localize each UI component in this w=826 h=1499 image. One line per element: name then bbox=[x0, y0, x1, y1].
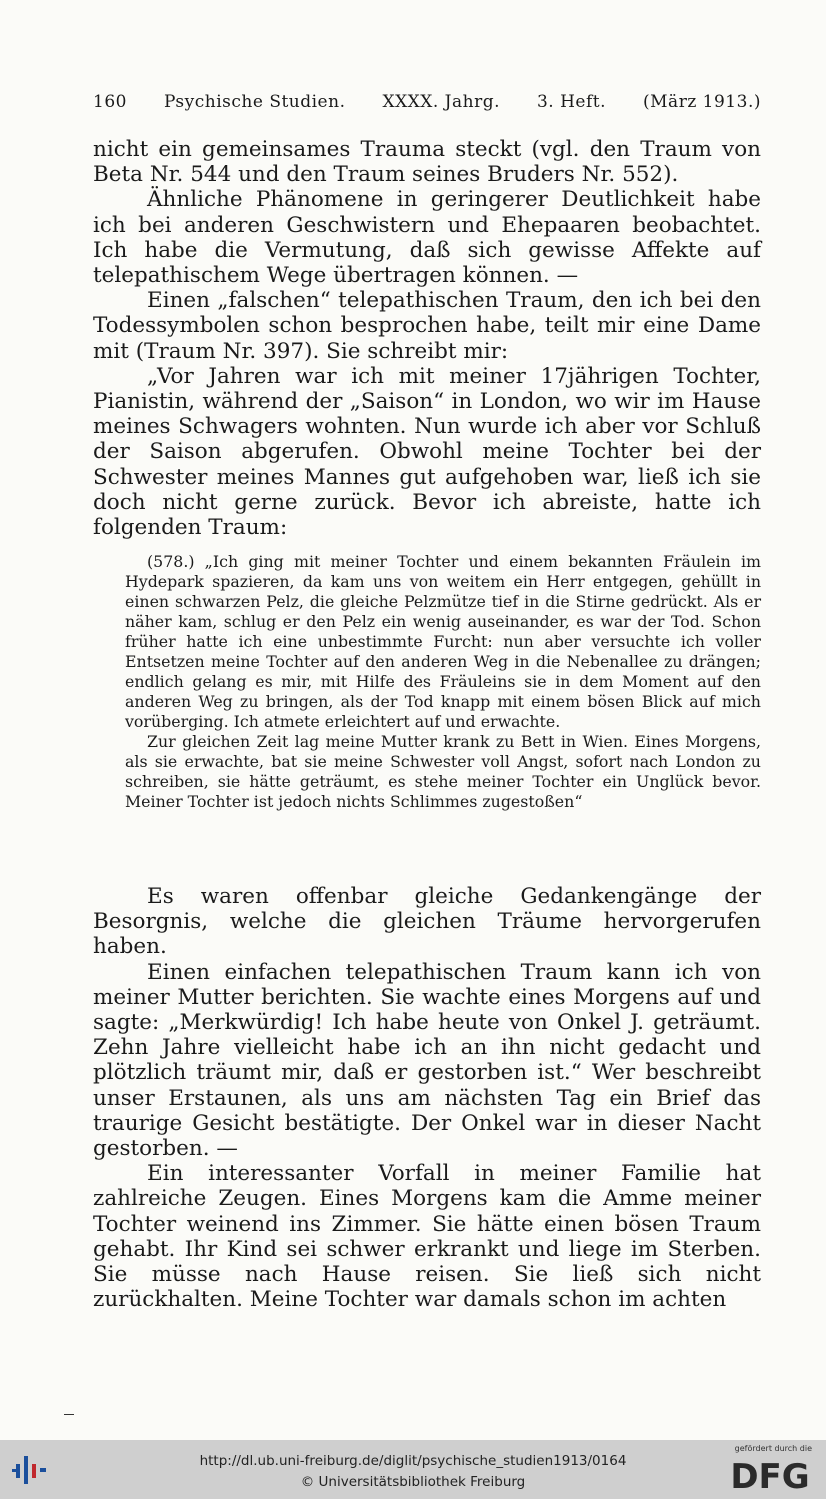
issue: 3. Heft. bbox=[536, 92, 607, 112]
paragraph: Einen „falschen“ telepathischen Traum, den ich bei den Todessymbolen schon besprochen habe, teilt mir eine Dame mit (Traum Nr. 397). Sie schreibt mir: bbox=[93, 288, 761, 364]
dream-quote bbox=[125, 552, 761, 812]
paragraph: Ein interessanter Vorfall in meiner Familie hat zahlreiche Zeugen. Eines Morgens kam die Amme meiner Tochter weinend ins Zimmer. Sie hätte einen bösen Traum gehabt. Ihr Kind sei schwer erkrankt und liege im Sterben. Sie müsse nach Hause reisen. Sie ließ sich nicht zurückhalten. Meine Tochter war damals schon im achten bbox=[93, 1161, 761, 1313]
quote-paragraph: Zur gleichen Zeit lag meine Mutter krank zu Bett in Wien. Eines Morgens, als sie erwachte, bat sie meine Schwester voll Angst, sofort nach London zu schreiben, sie hätte geträumt, es stehe meiner Tochter ein Unglück bevor. Meiner Tochter ist jedoch nichts Schlimmes zugestoßen“ bbox=[125, 732, 761, 811]
main-text-upper bbox=[93, 137, 761, 540]
footer-bar bbox=[0, 1440, 826, 1499]
page-header bbox=[93, 92, 761, 112]
dfg-logo-text: DFG bbox=[730, 1457, 810, 1494]
running-title: Psychische Studien. bbox=[163, 92, 346, 112]
main-text-lower bbox=[93, 884, 761, 1312]
paragraph: Einen einfachen telepathischen Traum kann ich von meiner Mutter berichten. Sie wachte eines Morgens auf und sagte: „Merkwürdig! Ich habe heute von Onkel J. geträumt. Zehn Jahre vielleicht habe ich an ihn nicht gedacht und plötzlich träumt mir, daß er gestorben ist.“ Wer beschreibt unser Erstaunen, als uns am nächsten Tag ein Brief das traurige Gesicht bestätigte. Der Onkel war in dieser Nacht gestorben. — bbox=[93, 959, 761, 1162]
volume: XXXX. Jahrg. bbox=[382, 92, 500, 112]
issue-date: (März 1913.) bbox=[643, 92, 761, 112]
paragraph: Ähnliche Phänomene in geringerer Deutlichkeit habe ich bei anderen Geschwistern und Ehepaaren beobachtet. Ich habe die Vermutung, daß sich gewisse Affekte auf telepathischem Wege übertragen können. — bbox=[93, 187, 761, 289]
funded-by-label: gefördert durch die bbox=[734, 1444, 812, 1453]
paragraph: nicht ein gemeinsames Trauma steckt (vgl. den Traum von Beta Nr. 544 und den Traum seines Bruders Nr. 552). bbox=[93, 137, 761, 188]
page-number: 160 bbox=[93, 92, 127, 112]
copyright-notice: © Universitätsbibliothek Freiburg bbox=[300, 1474, 526, 1490]
margin-mark bbox=[64, 1414, 74, 1415]
paragraph: Es waren offenbar gleiche Gedankengänge der Besorgnis, welche die gleichen Träume hervorgerufen haben. bbox=[93, 884, 761, 960]
dfg-logo-icon bbox=[726, 1454, 814, 1494]
paragraph: „Vor Jahren war ich mit meiner 17jährigen Tochter, Pianistin, während der „Saison“ in London, wo wir im Hause meines Schwagers wohnten. Nun wurde ich aber vor Schluß der Saison abgerufen. Obwohl meine Tochter bei der Schwester meines Mannes gut aufgehoben war, ließ ich sie doch nicht gerne zurück. Bevor ich abreiste, hatte ich folgenden Traum: bbox=[93, 363, 761, 541]
quote-paragraph: (578.) „Ich ging mit meiner Tochter und einem bekannten Fräulein im Hydepark spazieren, da kam uns von weitem ein Herr entgegen, gehüllt in einen schwarzen Pelz, die gleiche Pelzmütze tief in die Stirne gedrückt. Als er näher kam, schlug er den Pelz ein wenig auseinander, es war der Tod. Schon früher hatte ich eine unbestimmte Furcht: nun aber versuchte ich voller Entsetzen meine Tochter auf den anderen Weg in die Nebenallee zu drängen; endlich gelang es mir, mit Hilfe des Fräuleins sie in dem Moment auf den anderen Weg zu bringen, als der Tod knapp mit einem bösen Blick auf mich vorüberging. Ich atmete erleichtert auf und erwachte. bbox=[125, 552, 761, 731]
source-url-link[interactable]: http://dl.ub.uni-freiburg.de/diglit/psychische_studien1913/0164 bbox=[199, 1453, 627, 1469]
